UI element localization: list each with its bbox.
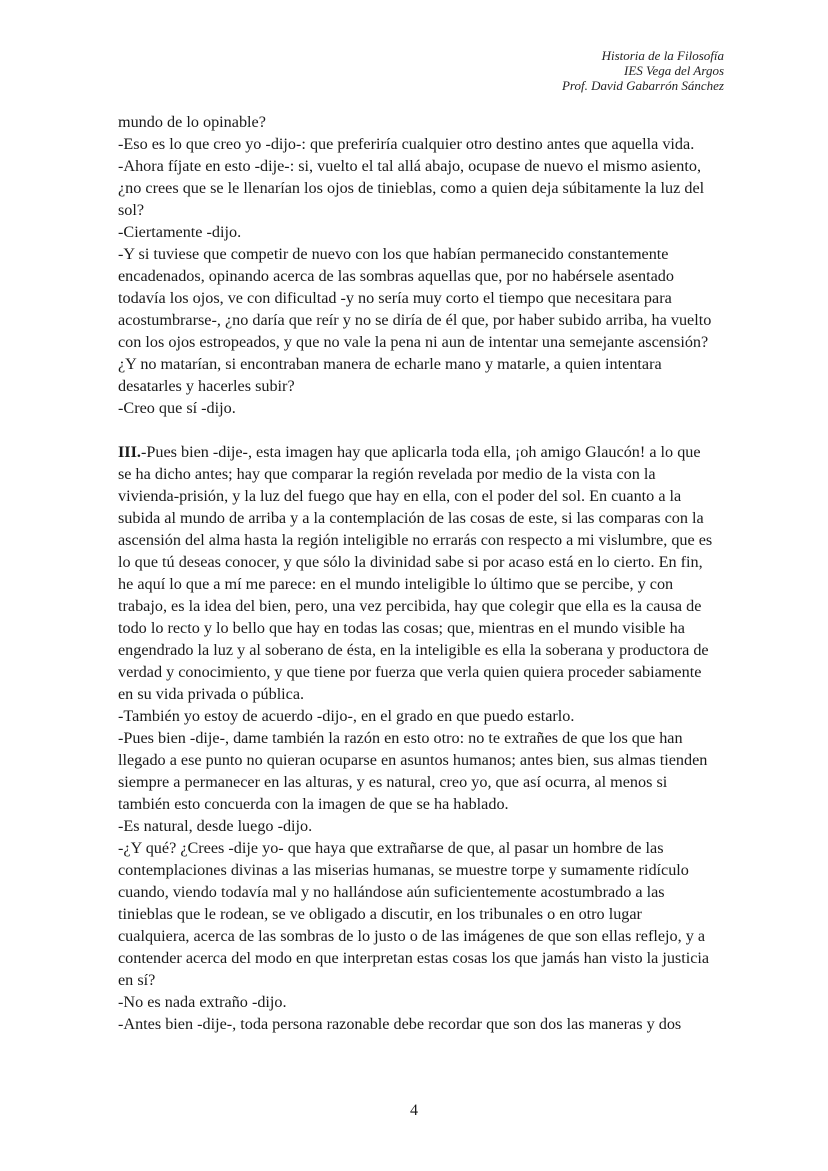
section-paragraph [118, 441, 716, 705]
paragraph: -Creo que sí -dijo. [118, 399, 236, 417]
body-text [118, 111, 716, 1035]
paragraph: -No es nada extraño -dijo. [118, 993, 287, 1011]
header-school: IES Vega del Argos [623, 63, 724, 78]
paragraph: mundo de lo opinable? [118, 113, 266, 131]
paragraph: -Pues bien -dije-, dame también la razón en esto otro: no te extrañes de que los que han llegado a ese punto no quieran ocuparse en asuntos humanos; antes bien, sus almas tienden siempre a permanecer en las alturas, y es natural, creo yo, que así ocurra, al menos si también esto concuerda con la imagen de que se ha hablado. [118, 729, 708, 813]
page-header [562, 48, 724, 93]
page-number: 4 [410, 1102, 418, 1119]
header-author: Prof. David Gabarrón Sánchez [561, 78, 724, 93]
paragraph: -Ahora fíjate en esto -dije-: si, vuelto el tal allá abajo, ocupase de nuevo el mismo asiento, ¿no crees que se le llenarían los ojos de tinieblas, como a quien deja súbitamente la luz del sol? [118, 157, 705, 219]
section-text: -Pues bien -dije-, esta imagen hay que aplicarla toda ella, ¡oh amigo Glaucón! a lo que se ha dicho antes; hay que comparar la región revelada por medio de la vista con la vivienda-prisión, y la luz del fuego que hay en ella, con el poder del sol. En cuanto a la subida al mundo de arriba y a la contemplación de las cosas de este, si las comparas con la ascensión del alma hasta la región inteligible no errarás con respecto a mi vislumbre, que es lo que tú deseas conocer, y que sólo la divinidad sabe si por acaso está en lo cierto. En fin, he aquí lo que a mí me parece: en el mundo inteligible lo último que se percibe, y con trabajo, es la idea del bien, pero, una vez percibida, hay que colegir que ella es la causa de todo lo recto y lo bello que hay en todas las cosas; que, mientras en el mundo visible ha engendrado la luz y al soberano de ésta, en la inteligible es ella la soberana y productora de verdad y conocimiento, y que tiene por fuerza que verla quien quiera proceder sabiamente en su vida privada o pública. [118, 443, 713, 703]
paragraph: -¿Y qué? ¿Crees -dije yo- que haya que extrañarse de que, al pasar un hombre de las contemplaciones divinas a las miserias humanas, se muestre torpe y sumamente ridículo cuando, viendo todavía mal y no hallándose aún suficientemente acostumbrado a las tinieblas que le rodean, se ve obligado a discutir, en los tribunales o en otro lugar cualquiera, acerca de las sombras de lo justo o de las imágenes de que son ellas reflejo, y a contender acerca del modo en que interpretan estas cosas los que jamás han visto la justicia en sí? [118, 839, 710, 989]
paragraph: -Es natural, desde luego -dijo. [118, 817, 313, 835]
section-numeral: III. [118, 443, 141, 461]
paragraph: -También yo estoy de acuerdo -dijo-, en el grado en que puedo estarlo. [118, 707, 575, 725]
paragraph: -Y si tuviese que competir de nuevo con los que habían permanecido constantemente encadenados, opinando acerca de las sombras aquellas que, por no habérsele asentado todavía los ojos, ve con dificultad -y no sería muy corto el tiempo que necesitara para acostumbrarse-, ¿no daría que reír y no se diría de él que, por haber subido arriba, ha vuelto con los ojos estropeados, y que no vale la pena ni aun de intentar una semejante ascensión? ¿Y no matarían, si encontraban manera de echarle mano y matarle, a quien intentara desatarles y hacerles subir? [118, 245, 712, 395]
paragraph: -Ciertamente -dijo. [118, 223, 242, 241]
paragraph: -Antes bien -dije-, toda persona razonable debe recordar que son dos las maneras y dos [118, 1015, 682, 1033]
paragraph: -Eso es lo que creo yo -dijo-: que preferiría cualquier otro destino antes que aquella vida. [118, 135, 695, 153]
paragraph-gap [118, 419, 716, 441]
header-course: Historia de la Filosofía [601, 48, 724, 63]
